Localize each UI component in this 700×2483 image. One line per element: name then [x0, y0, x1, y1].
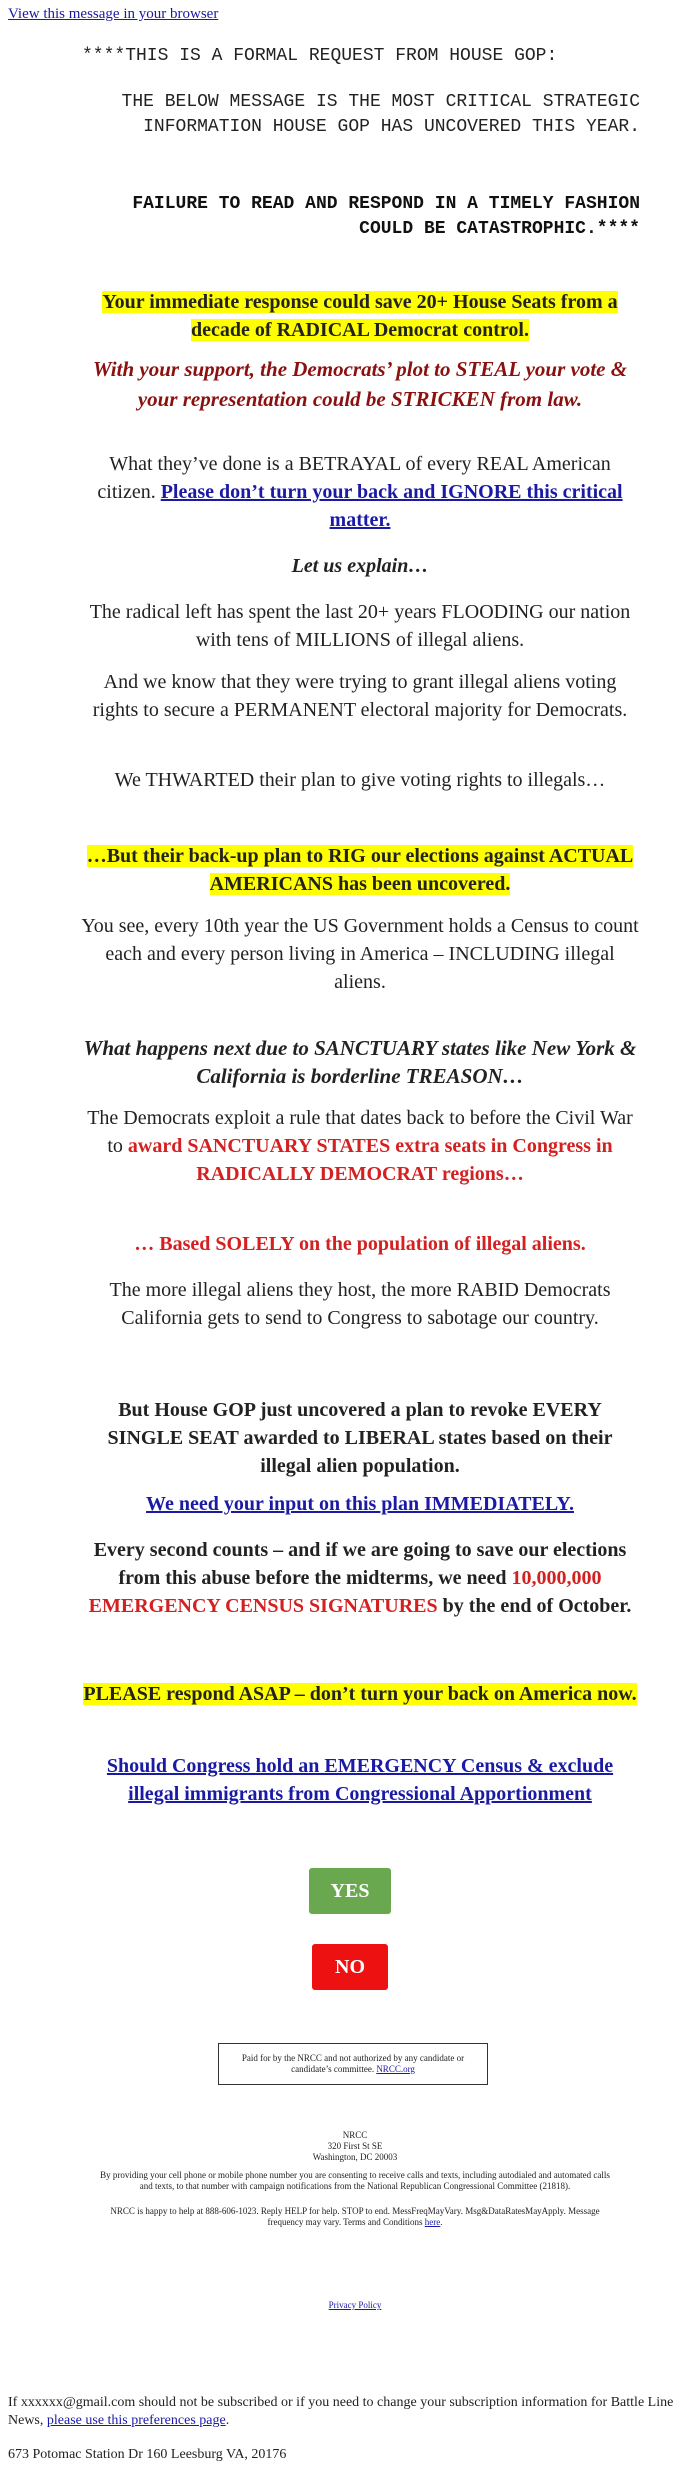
paid-for-disclaimer: [218, 2043, 488, 2085]
betrayal-text: What they’ve done is a BETRAYAL of every REAL American citizen.: [97, 453, 611, 503]
yes-button[interactable]: YES: [309, 1868, 391, 1914]
privacy-policy-link[interactable]: Privacy Policy: [328, 2300, 382, 2310]
respond-asap-text: PLEASE respond ASAP – don’t turn your back on America now.: [83, 1683, 637, 1705]
betrayal-paragraph: [80, 450, 640, 534]
input-needed-paragraph: [80, 1490, 640, 1518]
rabid-democrats-paragraph: The more illegal aliens they host, the more RABID Democrats California gets to send to Congress to sabotage our country.: [109, 1279, 611, 1329]
privacy-policy-container: [95, 2300, 615, 2311]
backup-plan-paragraph: [80, 842, 640, 898]
help-text-paragraph: NRCC is happy to help at 888-606-1023. Reply HELP for help. STOP to end. MessFreqMayVary. Msg&DataRatesMayApply. Message frequency may vary. Terms and Conditions here.: [110, 2206, 600, 2227]
immediate-response-text: Your immediate response could save 20+ House Seats from a decade of RADICAL Democrat control.: [102, 291, 618, 341]
radical-left-paragraph: The radical left has spent the last 20+ years FLOODING our nation with tens of MILLIONS of illegal aliens.: [89, 601, 631, 651]
terms-here-link[interactable]: here: [424, 2217, 441, 2227]
end-of-october-text: by the end of October.: [442, 1595, 632, 1617]
unsubscribe-text: If xxxxxx@gmail.com should not be subscribed or if you need to change your subscription information for Battle Line News,: [8, 2395, 674, 2428]
emergency-signatures-text: 10,000,000 EMERGENCY CENSUS SIGNATURES: [88, 1567, 602, 1617]
revoke-seats-paragraph: But House GOP just uncovered a plan to revoke EVERY SINGLE SEAT awarded to LIBERAL states based on their illegal alien population.: [107, 1399, 613, 1477]
civil-war-text: The Democrats exploit a rule that dates back to before the Civil War to: [87, 1107, 633, 1157]
every-second-paragraph: [80, 1536, 640, 1620]
nrcc-address-city: Washington, DC 20003: [312, 2152, 398, 2162]
paid-for-text: Paid for by the NRCC and not authorized by any candidate or candidate’s committee.: [241, 2053, 465, 2074]
preferences-page-link[interactable]: please use this preferences page: [46, 2413, 226, 2428]
census-question-link[interactable]: Should Congress hold an EMERGENCY Census & exclude illegal immigrants from Congressional Apportionment: [106, 1755, 614, 1805]
immediate-response-paragraph: [80, 288, 640, 344]
nrcc-org-name: NRCC: [342, 2130, 368, 2140]
question-paragraph: [80, 1752, 640, 1808]
header-formal-request: ****THIS IS A FORMAL REQUEST FROM HOUSE GOP:: [82, 46, 558, 66]
mailing-address: 673 Potomac Station Dr 160 Leesburg VA, 20176: [8, 2447, 287, 2462]
extra-seats-text: award SANCTUARY STATES extra seats in Congress in RADICALLY DEMOCRAT regions…: [127, 1135, 613, 1185]
census-paragraph: You see, every 10th year the US Government holds a Census to count each and every person living in America – INCLUDING illegal aliens.: [81, 915, 639, 993]
respond-asap-paragraph: [80, 1680, 640, 1708]
header-critical-info: THE BELOW MESSAGE IS THE MOST CRITICAL STRATEGIC INFORMATION HOUSE GOP HAS UNCOVERED THIS YEAR.: [121, 92, 640, 137]
nrcc-link[interactable]: NRCC.org: [376, 2064, 415, 2074]
input-needed-link[interactable]: We need your input on this plan IMMEDIATELY.: [146, 1493, 574, 1515]
let-us-explain: Let us explain…: [291, 555, 429, 577]
help-text: NRCC is happy to help at 888-606-1023. Reply HELP for help. STOP to end. MessFreqMayVary. Msg&DataRatesMayApply. Message frequency may vary. Terms and Conditions: [110, 2206, 600, 2227]
sanctuary-paragraph: What happens next due to SANCTUARY states like New York & California is borderline TREASON…: [83, 1036, 637, 1088]
header-failure-warning: FAILURE TO READ AND RESPOND IN A TIMELY FASHION COULD BE CATASTROPHIC.****: [132, 194, 640, 239]
based-solely-paragraph: … Based SOLELY on the population of illegal aliens.: [134, 1233, 586, 1255]
voting-rights-paragraph: And we know that they were trying to grant illegal aliens voting rights to secure a PERMANENT electoral majority for Democrats.: [92, 671, 628, 721]
thwarted-paragraph: We THWARTED their plan to give voting rights to illegals…: [114, 769, 606, 791]
nrcc-address-street: 320 First St SE: [327, 2141, 383, 2151]
civil-war-paragraph: [80, 1104, 640, 1188]
support-paragraph: With your support, the Democrats’ plot to STEAL your vote & your representation could be STRICKEN from law.: [92, 357, 628, 411]
unsubscribe-paragraph: If xxxxxx@gmail.com should not be subscribed or if you need to change your subscription information for Battle Line News, please use this preferences page.: [8, 2395, 674, 2428]
backup-plan-text: …But their back-up plan to RIG our elections against ACTUAL AMERICANS has been uncovered.: [86, 845, 634, 895]
no-button[interactable]: NO: [312, 1944, 388, 1990]
sms-consent-text: By providing your cell phone or mobile phone number you are consenting to receive calls and texts, including autodialed and automated calls and texts, to that number with campaign notifications from the National Republican Congressional Committee (21818).: [100, 2170, 610, 2191]
view-in-browser-link[interactable]: View this message in your browser: [8, 6, 219, 22]
every-second-text: Every second counts – and if we are going to save our elections from this abuse before the midterms, we need: [93, 1539, 627, 1589]
ignore-matter-link[interactable]: Please don’t turn your back and IGNORE this critical matter.: [160, 481, 623, 531]
